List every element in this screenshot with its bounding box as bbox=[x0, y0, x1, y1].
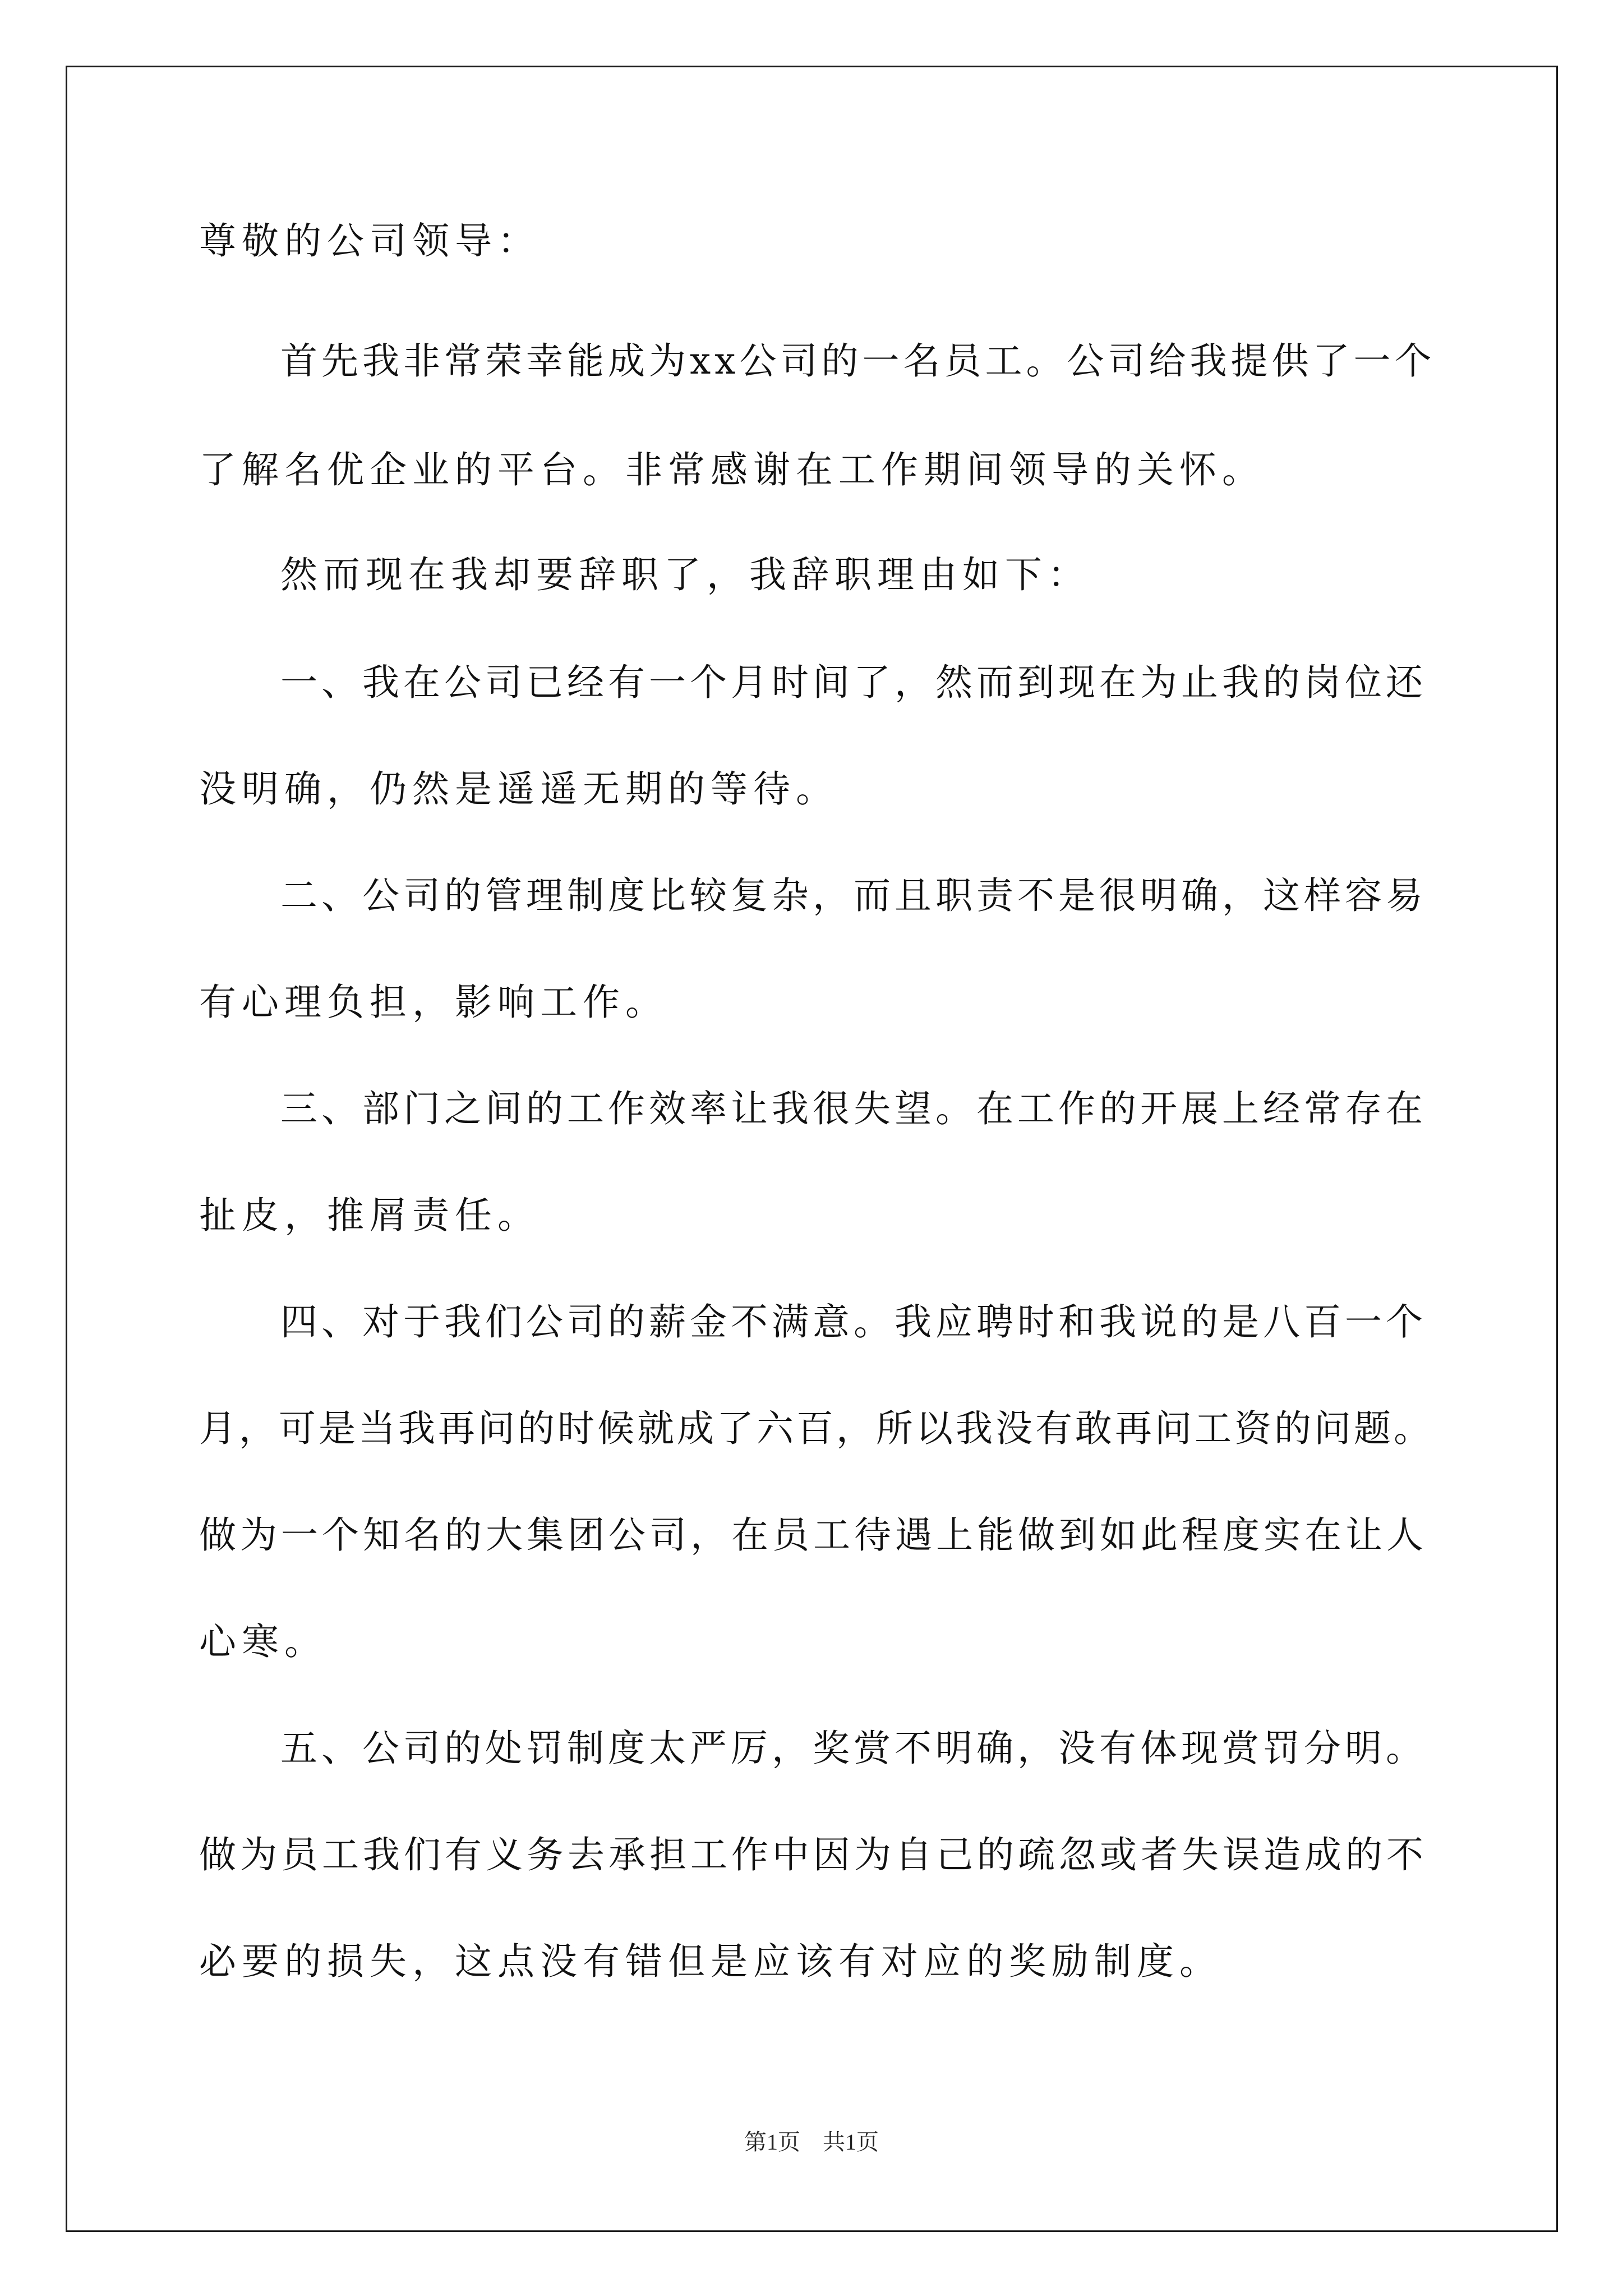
paragraph-line: 做为一个知名的大集团公司，在员工待遇上能做到如此程度实在让人 bbox=[199, 1513, 1427, 1557]
page-footer: 第1页 共1页 bbox=[744, 2129, 879, 2155]
paragraph-line: 三、部门之间的工作效率让我很失望。在工作的开展上经常存在 bbox=[280, 1087, 1427, 1130]
paragraph-line: 扯皮，推屑责任。 bbox=[199, 1194, 540, 1237]
paragraph-line: 一、我在公司已经有一个月时间了，然而到现在为止我的岗位还 bbox=[280, 661, 1427, 704]
paragraph-line: 做为员工我们有义务去承担工作中因为自己的疏忽或者失误造成的不 bbox=[199, 1833, 1427, 1876]
paragraph-line: 了解名优企业的平台。非常感谢在工作期间领导的关怀。 bbox=[199, 448, 1265, 491]
paragraph-line: 首先我非常荣幸能成为xx公司的一名员工。公司给我提供了一个 bbox=[280, 339, 1436, 383]
paragraph-line: 四、对于我们公司的薪金不满意。我应聘时和我说的是八百一个 bbox=[280, 1300, 1427, 1343]
paragraph-line: 月，可是当我再问的时候就成了六百，所以我没有敢再问工资的问题。 bbox=[199, 1407, 1433, 1450]
paragraph-line: 二、公司的管理制度比较复杂，而且职责不是很明确，这样容易 bbox=[280, 874, 1427, 917]
page-border bbox=[66, 66, 1558, 2232]
paragraph-line: 必要的损失，这点没有错但是应该有对应的奖励制度。 bbox=[199, 1940, 1222, 1983]
paragraph-line: 心寒。 bbox=[199, 1620, 327, 1663]
paragraph-line: 没明确，仍然是遥遥无期的等待。 bbox=[199, 767, 838, 811]
paragraph-line: 然而现在我却要辞职了，我辞职理由如下： bbox=[280, 553, 1090, 596]
salutation: 尊敬的公司领导： bbox=[199, 219, 540, 263]
paragraph-line: 五、公司的处罚制度太严厉，奖赏不明确，没有体现赏罚分明。 bbox=[280, 1727, 1427, 1770]
paragraph-line: 有心理负担，影响工作。 bbox=[199, 981, 668, 1024]
